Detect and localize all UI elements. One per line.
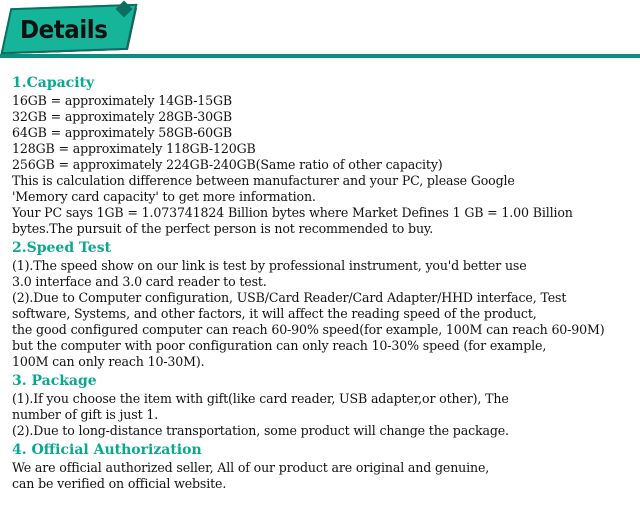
speed-line: software, Systems, and other factors, it will affect the reading speed of the product, [12, 306, 537, 321]
details-content [12, 74, 630, 492]
speed-line: (1).The speed show on our link is test by professional instrument, you'd better use [12, 258, 527, 273]
section-title-package: 3. Package [12, 373, 97, 389]
speed-line: (2).Due to Computer configuration, USB/Card Reader/Card Adapter/HHD interface, Test [12, 290, 567, 305]
header-banner [0, 0, 640, 68]
capacity-line: 32GB = approximately 28GB-30GB [12, 109, 233, 124]
section-speed-test [12, 239, 630, 370]
section-title-speed-test: 2.Speed Test [12, 240, 112, 256]
section-title-capacity: 1.Capacity [12, 75, 95, 91]
header-divider [0, 54, 640, 58]
speed-line: 100M can only reach 10-30M). [12, 354, 205, 369]
speed-line: 3.0 interface and 3.0 card reader to test. [12, 274, 267, 289]
package-line: (1).If you choose the item with gift(like card reader, USB adapter,or other), The [12, 391, 509, 406]
capacity-line: 16GB = approximately 14GB-15GB [12, 93, 233, 108]
section-title-authorization: 4. Official Authorization [12, 442, 202, 458]
capacity-line: 64GB = approximately 58GB-60GB [12, 125, 233, 140]
package-line: (2).Due to long-distance transportation, some product will change the package. [12, 423, 509, 438]
capacity-line: This is calculation difference between manufacturer and your PC, please Google [12, 173, 515, 188]
section-capacity [12, 74, 630, 237]
page-title: Details [20, 15, 108, 44]
capacity-line: 256GB = approximately 224GB-240GB(Same ratio of other capacity) [12, 157, 443, 172]
authorization-line: can be verified on official website. [12, 476, 227, 491]
speed-line: but the computer with poor configuration can only reach 10-30% speed (for example, [12, 338, 547, 353]
speed-line: the good configured computer can reach 60-90% speed(for example, 100M can reach 60-90M) [12, 322, 605, 337]
capacity-line: 'Memory card capacity' to get more information. [12, 189, 316, 204]
capacity-line: bytes.The pursuit of the perfect person is not recommended to buy. [12, 221, 434, 236]
authorization-line: We are official authorized seller, All of our product are original and genuine, [12, 460, 490, 475]
capacity-line: 128GB = approximately 118GB-120GB [12, 141, 256, 156]
package-line: number of gift is just 1. [12, 407, 159, 422]
section-package [12, 372, 630, 439]
section-official-authorization [12, 441, 630, 492]
capacity-line: Your PC says 1GB = 1.073741824 Billion bytes where Market Defines 1 GB = 1.00 Billion [12, 205, 573, 220]
